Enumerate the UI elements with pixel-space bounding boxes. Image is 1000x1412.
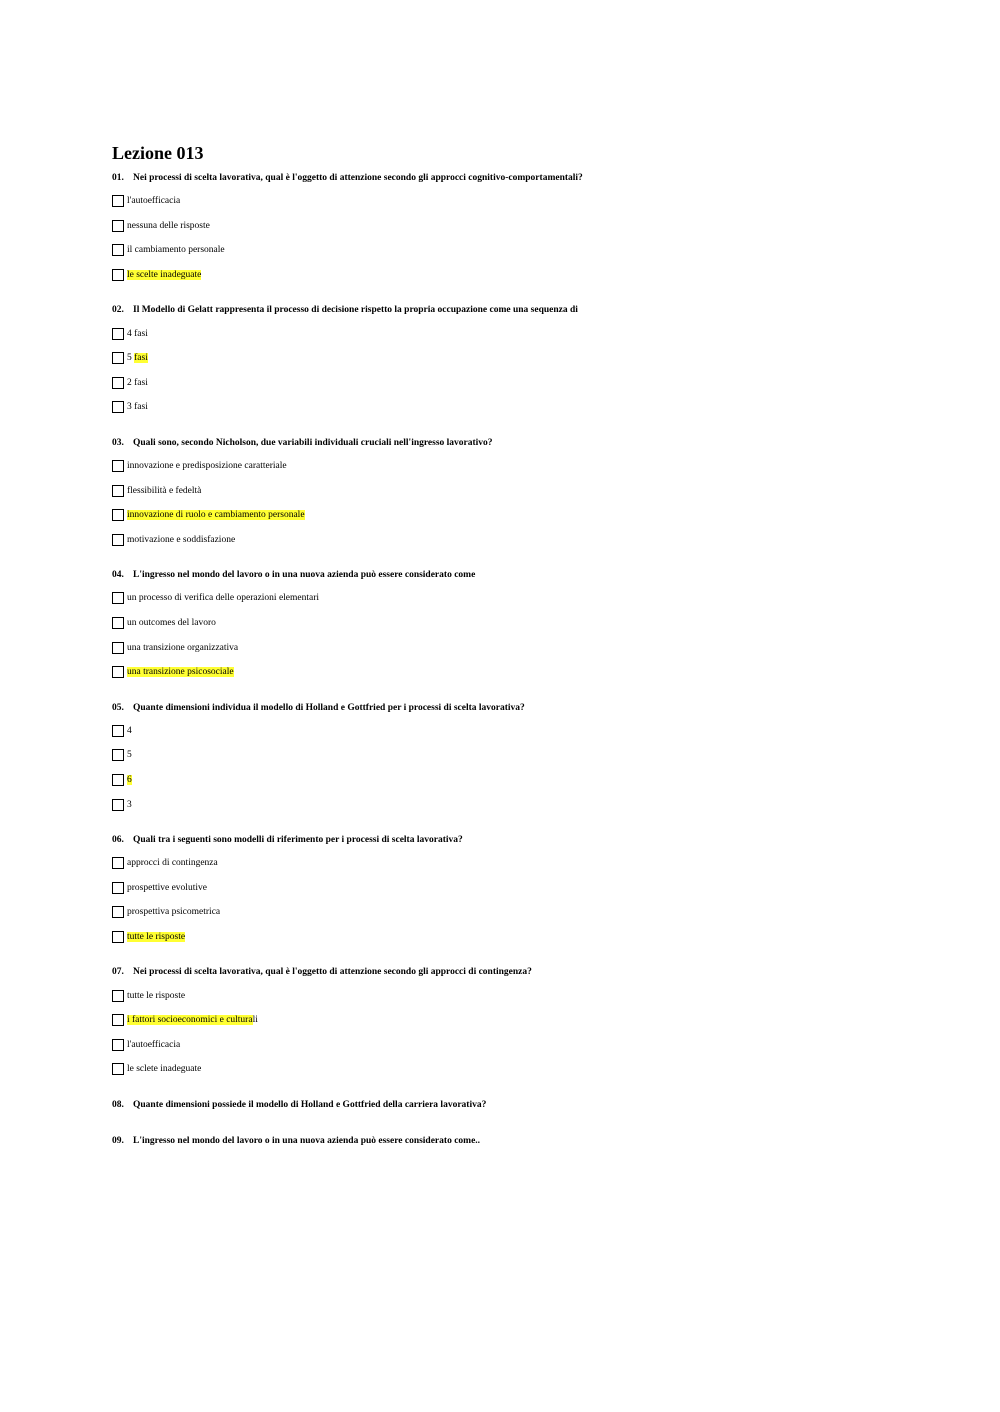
question-block bbox=[112, 299, 892, 431]
checkbox[interactable] bbox=[112, 1039, 124, 1051]
question-block bbox=[112, 1094, 892, 1130]
spacer bbox=[112, 685, 892, 697]
highlighted-answer-text: innovazione di ruolo e cambiamento personale bbox=[127, 510, 305, 521]
answer-label bbox=[127, 858, 218, 868]
checkbox[interactable] bbox=[112, 244, 124, 256]
checkbox[interactable] bbox=[112, 401, 124, 413]
checkbox[interactable] bbox=[112, 1014, 124, 1026]
answer-option[interactable] bbox=[112, 611, 892, 636]
checkbox[interactable] bbox=[112, 666, 124, 678]
spacer bbox=[112, 420, 892, 432]
question-text bbox=[112, 299, 892, 321]
highlighted-answer-text: 6 bbox=[127, 774, 132, 785]
question-text bbox=[112, 829, 892, 851]
question-label: Nei processi di scelta lavorativa, qual è l'oggetto di attenzione secondo gli approcci cognitivo-comportamentali? bbox=[133, 173, 583, 183]
page-title: Lezione 013 bbox=[112, 143, 204, 163]
answer-option[interactable] bbox=[112, 395, 892, 420]
answer-label bbox=[127, 329, 148, 339]
answer-option[interactable] bbox=[112, 478, 892, 503]
question-label: Nei processi di scelta lavorativa, qual è l'oggetto di attenzione secondo gli approcci di contingenza? bbox=[133, 967, 532, 978]
answer-option[interactable] bbox=[112, 719, 892, 744]
answer-label bbox=[127, 726, 132, 736]
highlighted-answer-text: una transizione psicosociale bbox=[127, 667, 234, 678]
answer-text: tutte le risposte bbox=[127, 990, 186, 1001]
answer-label bbox=[127, 907, 220, 917]
answer-option[interactable] bbox=[112, 900, 892, 925]
answer-label bbox=[127, 750, 132, 760]
answer-label bbox=[127, 535, 235, 545]
question-number: 04. bbox=[112, 570, 124, 581]
answer-text: 3 bbox=[127, 799, 132, 810]
highlighted-answer-text: tutte le risposte bbox=[127, 931, 186, 942]
answer-text: il cambiamento personale bbox=[127, 245, 225, 256]
answer-option[interactable] bbox=[112, 214, 892, 239]
answer-text: 2 fasi bbox=[127, 377, 148, 388]
answer-option[interactable] bbox=[112, 792, 892, 817]
answer-label bbox=[127, 245, 225, 255]
checkbox[interactable] bbox=[112, 509, 124, 521]
answer-label bbox=[127, 593, 319, 603]
answer-option[interactable] bbox=[112, 1008, 892, 1033]
answer-option[interactable] bbox=[112, 586, 892, 611]
checkbox[interactable] bbox=[112, 195, 124, 207]
answer-label bbox=[127, 510, 305, 520]
answer-label bbox=[127, 800, 132, 810]
question-label: Quali tra i seguenti sono modelli di riferimento per i processi di scelta lavorativa? bbox=[133, 834, 463, 845]
checkbox[interactable] bbox=[112, 1063, 124, 1075]
checkbox[interactable] bbox=[112, 882, 124, 894]
answer-label bbox=[127, 667, 234, 677]
question-text bbox=[112, 961, 892, 983]
question-number: 06. bbox=[112, 834, 124, 845]
answer-text: nessuna delle risposte bbox=[127, 220, 210, 231]
answer-text: approcci di contingenza bbox=[127, 858, 218, 869]
question-number: 05. bbox=[112, 702, 124, 713]
highlighted-answer-text: fasi bbox=[134, 353, 148, 364]
answer-option[interactable] bbox=[112, 238, 892, 263]
question-block bbox=[112, 829, 892, 961]
answer-text: prospettive evolutive bbox=[127, 882, 207, 893]
answer-label bbox=[127, 1064, 201, 1074]
answer-label bbox=[127, 353, 148, 363]
question-text bbox=[112, 697, 892, 719]
answer-label bbox=[127, 932, 185, 942]
answer-text: 5 bbox=[127, 750, 132, 761]
question-text bbox=[112, 432, 892, 454]
question-label: Quali sono, secondo Nicholson, due variabili individuali cruciali nell'ingresso lavorativo? bbox=[133, 437, 493, 448]
checkbox[interactable] bbox=[112, 220, 124, 232]
checkbox[interactable] bbox=[112, 725, 124, 737]
checkbox[interactable] bbox=[112, 352, 124, 364]
answer-text: una transizione organizzativa bbox=[127, 642, 239, 653]
spacer bbox=[112, 949, 892, 961]
checkbox[interactable] bbox=[112, 857, 124, 869]
answer-option[interactable] bbox=[112, 875, 892, 900]
question-number: 01. bbox=[112, 173, 124, 183]
answer-option[interactable] bbox=[112, 1032, 892, 1057]
checkbox[interactable] bbox=[112, 592, 124, 604]
answer-text: 5 bbox=[127, 353, 135, 364]
question-block bbox=[112, 432, 892, 564]
question-number: 08. bbox=[112, 1099, 124, 1110]
checkbox[interactable] bbox=[112, 328, 124, 340]
answer-label bbox=[127, 461, 287, 471]
answer-label bbox=[127, 378, 148, 388]
checkbox[interactable] bbox=[112, 642, 124, 654]
checkbox[interactable] bbox=[112, 931, 124, 943]
question-block bbox=[112, 1130, 892, 1166]
question-label: L'ingresso nel mondo del lavoro o in una nuova azienda può essere considerato come bbox=[133, 570, 476, 581]
question-number: 07. bbox=[112, 967, 124, 978]
answer-label bbox=[127, 775, 132, 785]
spacer bbox=[112, 817, 892, 829]
question-text bbox=[112, 1094, 892, 1116]
answer-option[interactable] bbox=[112, 851, 892, 876]
answer-option[interactable] bbox=[112, 503, 892, 528]
highlighted-answer-text: le scelte inadeguate bbox=[127, 270, 202, 281]
answer-text: un processo di verifica delle operazioni elementari bbox=[127, 593, 320, 604]
question-block bbox=[112, 564, 892, 696]
answer-label bbox=[127, 270, 201, 280]
question-label: Quante dimensioni possiede il modello di Holland e Gottfried della carriera lavorativa? bbox=[133, 1099, 487, 1110]
question-block bbox=[112, 961, 892, 1093]
checkbox[interactable] bbox=[112, 485, 124, 497]
answer-label bbox=[127, 991, 185, 1001]
answer-option[interactable] bbox=[112, 635, 892, 660]
question-number: 02. bbox=[112, 305, 124, 316]
answer-label bbox=[127, 486, 201, 496]
spacer bbox=[112, 1082, 892, 1094]
answer-text: prospettiva psicometrica bbox=[127, 907, 221, 918]
answer-text: 4 fasi bbox=[127, 328, 148, 339]
answer-text: l'autoefficacia bbox=[127, 196, 181, 207]
question-label: Quante dimensioni individua il modello di Holland e Gottfried per i processi di scelta lavorativa? bbox=[133, 702, 525, 713]
answer-option[interactable] bbox=[112, 660, 892, 685]
checkbox[interactable] bbox=[112, 269, 124, 281]
question-label: L'ingresso nel mondo del lavoro o in una nuova azienda può essere considerato come.. bbox=[133, 1135, 481, 1146]
answer-label bbox=[127, 643, 238, 653]
answer-option[interactable] bbox=[112, 743, 892, 768]
answer-option[interactable] bbox=[112, 925, 892, 950]
answer-option[interactable] bbox=[112, 321, 892, 346]
question-text bbox=[112, 167, 892, 189]
question-list bbox=[112, 167, 892, 1166]
checkbox[interactable] bbox=[112, 749, 124, 761]
answer-option[interactable] bbox=[112, 1057, 892, 1082]
answer-option[interactable] bbox=[112, 371, 892, 396]
checkbox[interactable] bbox=[112, 906, 124, 918]
question-block bbox=[112, 697, 892, 829]
spacer bbox=[112, 552, 892, 564]
answer-text: le sclete inadeguate bbox=[127, 1064, 202, 1075]
answer-option[interactable] bbox=[112, 983, 892, 1008]
spacer bbox=[112, 1116, 892, 1130]
answer-label bbox=[127, 1040, 180, 1050]
answer-text: motivazione e soddisfazione bbox=[127, 534, 236, 545]
answer-label bbox=[127, 221, 210, 231]
checkbox[interactable] bbox=[112, 774, 124, 786]
checkbox[interactable] bbox=[112, 460, 124, 472]
answer-option[interactable] bbox=[112, 528, 892, 553]
question-number: 03. bbox=[112, 437, 124, 448]
answer-option[interactable] bbox=[112, 189, 892, 214]
answer-text: 4 bbox=[127, 725, 132, 736]
answer-label bbox=[127, 402, 148, 412]
checkbox[interactable] bbox=[112, 799, 124, 811]
answer-text: innovazione e predisposizione caratteriale bbox=[127, 461, 287, 472]
spacer bbox=[112, 1152, 892, 1166]
answer-option[interactable] bbox=[112, 346, 892, 371]
answer-label bbox=[127, 1015, 258, 1025]
answer-text: un outcomes del lavoro bbox=[127, 618, 216, 629]
answer-text: li bbox=[252, 1015, 258, 1026]
highlighted-answer-text: i fattori socioeconomici e cultura bbox=[127, 1015, 253, 1026]
checkbox[interactable] bbox=[112, 534, 124, 546]
answer-label bbox=[127, 196, 180, 206]
checkbox[interactable] bbox=[112, 990, 124, 1002]
question-block bbox=[112, 167, 892, 299]
answer-label bbox=[127, 618, 216, 628]
spacer bbox=[112, 287, 892, 299]
question-number: 09. bbox=[112, 1135, 124, 1146]
answer-option[interactable] bbox=[112, 263, 892, 288]
answer-text: 3 fasi bbox=[127, 402, 148, 413]
checkbox[interactable] bbox=[112, 617, 124, 629]
answer-text: l'autoefficacia bbox=[127, 1039, 181, 1050]
answer-label bbox=[127, 883, 207, 893]
answer-option[interactable] bbox=[112, 768, 892, 793]
answer-option[interactable] bbox=[112, 454, 892, 479]
document-page bbox=[112, 143, 892, 1166]
answer-text: flessibilità e fedeltà bbox=[127, 485, 202, 496]
question-label: Il Modello di Gelatt rappresenta il processo di decisione rispetto la propria occupazione come una sequenza di bbox=[133, 305, 578, 316]
checkbox[interactable] bbox=[112, 377, 124, 389]
question-text bbox=[112, 1130, 892, 1152]
question-text bbox=[112, 564, 892, 586]
